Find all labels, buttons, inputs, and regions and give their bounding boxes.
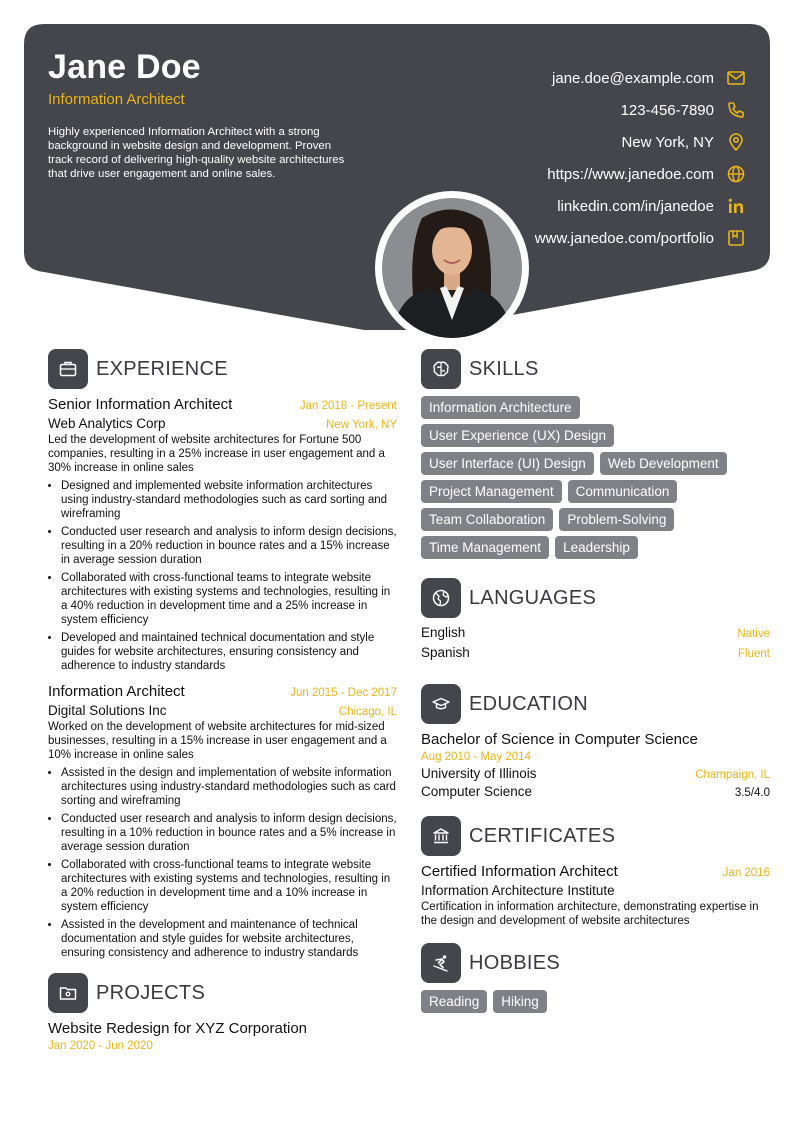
skill-tag: Time Management: [421, 536, 549, 559]
portfolio-icon: [726, 228, 746, 248]
contact-phone[interactable]: [535, 94, 746, 126]
skill-tag: Web Development: [600, 452, 727, 475]
bullet-item: • Assisted in the development and maintenance of technical documentation and style guides for website architectures, ensuring consistency and adherence to industry standards: [61, 918, 397, 960]
skill-tag: Information Architecture: [421, 396, 580, 419]
skill-tag: Leadership: [555, 536, 638, 559]
language-level: Fluent: [738, 648, 770, 660]
education-field: Computer Science: [421, 784, 533, 799]
bullet-item: • Collaborated with cross-functional teams to integrate website architectures with existing systems and technologies, resulting in a 20% reduction in development time and a 10% increase in system efficiency: [61, 858, 397, 914]
experience-location: Chicago, IL: [338, 706, 397, 718]
right-column: [421, 348, 770, 1013]
bullet-item: • Conducted user research and analysis to inform design decisions, resulting in a 20% reduction in bounce rates and a 15% increase in average session duration: [61, 525, 397, 567]
contact-linkedin-text[interactable]: linkedin.com/in/janedoe: [557, 197, 714, 215]
contact-website[interactable]: [535, 158, 746, 190]
education-dates: Aug 2010 - May 2014: [421, 751, 531, 763]
skill-tag: Team Collaboration: [421, 508, 553, 531]
experience-company: Digital Solutions Inc: [48, 703, 167, 718]
experience-location: New York, NY: [326, 419, 397, 431]
graduation-cap-icon: [421, 684, 461, 724]
experience-title: Information Architect: [48, 683, 185, 700]
experience-item: [48, 396, 397, 673]
email-icon: [726, 68, 746, 88]
briefcase-icon: [48, 349, 88, 389]
candidate-name: Jane Doe: [48, 48, 201, 86]
institution-icon: [421, 816, 461, 856]
hobby-tag: Hiking: [493, 990, 547, 1013]
education-location: Champaign, IL: [695, 769, 770, 781]
contact-location-text: New York, NY: [621, 133, 714, 151]
skiing-icon: [421, 943, 461, 983]
skill-tag: Problem-Solving: [559, 508, 674, 531]
projects-section-header: [48, 972, 397, 1014]
skills-heading: SKILLS: [469, 357, 539, 380]
contact-linkedin[interactable]: [535, 190, 746, 222]
hobbies-heading: HOBBIES: [469, 951, 561, 974]
education-section-header: [421, 683, 770, 725]
contact-location: [535, 126, 746, 158]
bullet-item: • Developed and maintained technical documentation and style guides for website architectures, ensuring consistency and adherence to industry standards: [61, 631, 397, 673]
certificates-heading: CERTIFICATES: [469, 824, 616, 847]
contact-portfolio[interactable]: [535, 222, 746, 254]
hobby-tag: Reading: [421, 990, 487, 1013]
skill-tag: Communication: [568, 480, 678, 503]
language-item: [421, 625, 770, 645]
experience-dates: Jun 2015 - Dec 2017: [290, 687, 397, 699]
left-column: [48, 348, 397, 1052]
education-degree: Bachelor of Science in Computer Science: [421, 731, 698, 748]
experience-item: [48, 683, 397, 960]
certificate-issuer: Information Architecture Institute: [421, 883, 615, 898]
profile-photo: [375, 191, 529, 345]
experience-company: Web Analytics Corp: [48, 416, 166, 431]
job-title: Information Architect: [48, 91, 185, 108]
education-heading: EDUCATION: [469, 692, 588, 715]
language-item: [421, 645, 770, 665]
language-name: Spanish: [421, 645, 470, 660]
folder-icon: [48, 973, 88, 1013]
language-name: English: [421, 625, 466, 640]
education-gpa: 3.5/4.0: [734, 787, 770, 799]
phone-icon: [726, 100, 746, 120]
skills-section-header: [421, 348, 770, 390]
projects-heading: PROJECTS: [96, 981, 206, 1004]
experience-summary: Worked on the development of website architectures for mid-sized businesses, resulting in a 15% increase in user engagement and a 10% increase in online sales: [48, 721, 387, 761]
skills-tags: [421, 396, 770, 559]
experience-section-header: [48, 348, 397, 390]
contact-email-text[interactable]: jane.doe@example.com: [552, 69, 714, 87]
project-item: [48, 1020, 397, 1052]
education-school: University of Illinois: [421, 766, 537, 781]
experience-summary: Led the development of website architectures for Fortune 500 companies, resulting in a 25% increase in user engagement and a 30% increase in online sales: [48, 434, 385, 474]
hobbies-tags: [421, 990, 770, 1013]
languages-section-header: [421, 577, 770, 619]
bullet-item: • Collaborated with cross-functional teams to integrate website architectures with existing systems and technologies, resulting in a 40% reduction in development time and a 25% increase in system efficiency: [61, 571, 397, 627]
languages-heading: LANGUAGES: [469, 586, 597, 609]
location-icon: [726, 132, 746, 152]
skill-tag: User Interface (UI) Design: [421, 452, 594, 475]
experience-dates: Jan 2018 - Present: [299, 400, 397, 412]
bullet-item: • Designed and implemented website information architectures using industry-standard methodologies such as card sorting and wireframing: [61, 479, 397, 521]
profile-summary: Highly experienced Information Architect with a strong background in website design and development. Proven track record of delivering high-quality website architectures that drive user engagement and online sales.: [48, 126, 345, 180]
portrait-image: [382, 198, 522, 338]
skill-tag: User Experience (UX) Design: [421, 424, 614, 447]
language-level: Native: [737, 628, 770, 640]
globe-icon: [726, 164, 746, 184]
experience-title: Senior Information Architect: [48, 396, 233, 413]
language-globe-icon: [421, 578, 461, 618]
skill-tag: Project Management: [421, 480, 562, 503]
bullet-item: • Assisted in the design and implementation of website information architectures using industry-standard methodologies such as card sorting and wireframing: [61, 766, 397, 808]
certificate-description: Certification in information architecture, demonstrating expertise in the design and development of website architectures: [421, 901, 759, 927]
project-dates: Jan 2020 - Jun 2020: [48, 1040, 153, 1052]
experience-bullets: [48, 479, 397, 673]
bullet-item: • Conducted user research and analysis to inform design decisions, resulting in a 10% reduction in bounce rates and a 5% increase in average session duration: [61, 812, 397, 854]
certificates-section-header: [421, 815, 770, 857]
linkedin-icon: [726, 196, 746, 216]
project-title: Website Redesign for XYZ Corporation: [48, 1020, 308, 1037]
certificate-date: Jan 2016: [722, 867, 770, 879]
contact-website-text[interactable]: https://www.janedoe.com: [547, 165, 714, 183]
contact-portfolio-text[interactable]: www.janedoe.com/portfolio: [534, 229, 714, 247]
contact-email[interactable]: [535, 62, 746, 94]
experience-bullets: [48, 766, 397, 960]
contact-phone-text[interactable]: 123-456-7890: [620, 101, 714, 119]
brain-icon: [421, 349, 461, 389]
experience-heading: EXPERIENCE: [96, 357, 228, 380]
hobbies-section-header: [421, 942, 770, 984]
certificate-title: Certified Information Architect: [421, 863, 618, 880]
contact-list: [535, 62, 746, 254]
